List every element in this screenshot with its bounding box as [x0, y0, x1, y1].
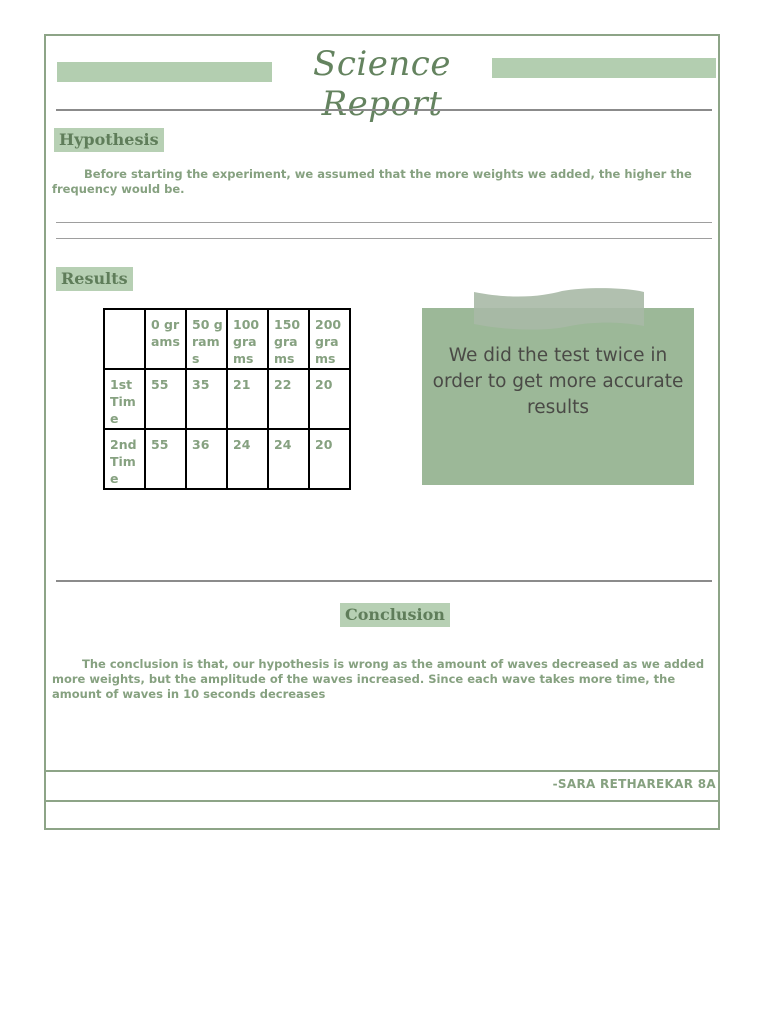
table-header-cell: 200 grams — [309, 309, 350, 369]
table-cell: 22 — [268, 369, 309, 429]
title-decoration-left — [57, 62, 272, 82]
table-cell: 55 — [145, 369, 186, 429]
table-cell: 24 — [227, 429, 268, 489]
conclusion-heading: Conclusion — [340, 603, 450, 627]
table-header-cell: 100 grams — [227, 309, 268, 369]
tape-decoration — [474, 288, 644, 330]
table-cell: 55 — [145, 429, 186, 489]
table-cell: 20 — [309, 369, 350, 429]
table-cell: 36 — [186, 429, 227, 489]
results-heading: Results — [56, 267, 133, 291]
hypothesis-body: Before starting the experiment, we assumed that the more weights we added, the higher the frequency would be. — [52, 167, 692, 196]
hypothesis-text — [52, 167, 708, 197]
table-row — [104, 429, 350, 489]
divider — [56, 580, 712, 582]
divider — [44, 800, 720, 802]
results-table — [103, 308, 351, 490]
table-cell: 21 — [227, 369, 268, 429]
table-cell: 24 — [268, 429, 309, 489]
title-decoration-right — [492, 58, 716, 78]
hypothesis-heading: Hypothesis — [54, 128, 164, 152]
divider — [56, 222, 712, 223]
table-header-cell: 0 grams — [145, 309, 186, 369]
divider — [44, 770, 720, 772]
table-header-row — [104, 309, 350, 369]
conclusion-text — [52, 657, 708, 702]
divider — [56, 109, 712, 111]
table-cell: 1st Time — [104, 369, 145, 429]
table-header-cell — [104, 309, 145, 369]
author-signature: -SARA RETHAREKAR 8A — [552, 777, 716, 791]
table-row — [104, 369, 350, 429]
table-cell: 35 — [186, 369, 227, 429]
note-text: We did the test twice in order to get more accurate results — [432, 345, 684, 418]
divider — [56, 238, 712, 239]
table-cell: 20 — [309, 429, 350, 489]
conclusion-body: The conclusion is that, our hypothesis is wrong as the amount of waves decreased as we added more weights, but the amplitude of the waves increased. Since each wave takes more time, the amount of waves in 10 seconds decreases — [52, 657, 705, 701]
table-header-cell: 50 grams — [186, 309, 227, 369]
report-title: Science Report — [313, 44, 451, 124]
table-header-cell: 150 grams — [268, 309, 309, 369]
table-cell: 2nd Time — [104, 429, 145, 489]
